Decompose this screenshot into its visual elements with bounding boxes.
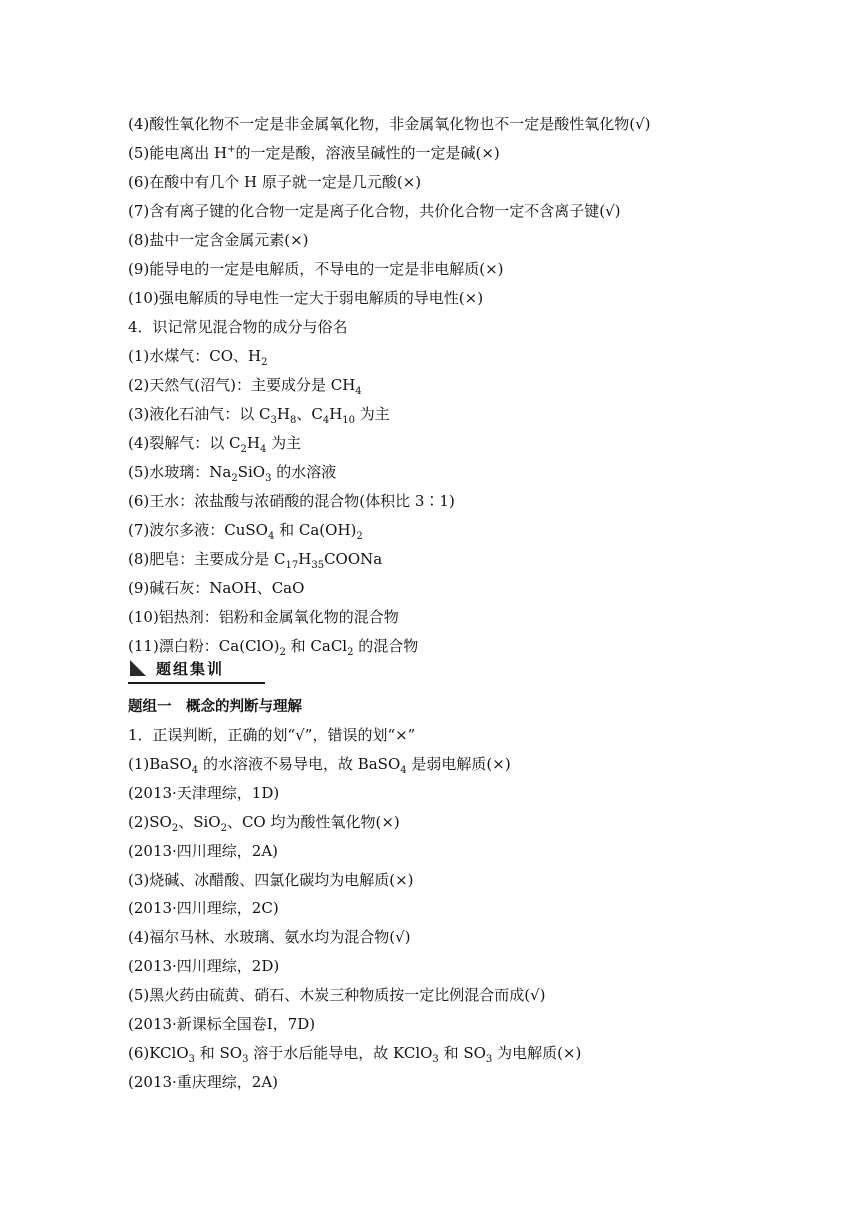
text-line-a-17: (9)碱石灰：NaOH、CaO <box>128 579 305 597</box>
text-line-b-13: (2013·重庆理综，2A) <box>128 1072 279 1091</box>
text-line-a-14: (6)王水：浓盐酸与浓硝酸的混合物(体积比 3∶1) <box>128 492 455 510</box>
text-line-a-12: (4)裂解气：以 $C_2H_4$ 为主 <box>128 434 302 455</box>
text-line-b-4: $(2)SO_2$、SiO$_2$、CO 均为酸性氧化物(×) <box>128 812 400 834</box>
text-line-b-1: 1．正误判断，正确的划“√”，错误的划“×” <box>128 726 416 744</box>
text-line-a-15: (7)波尔多液：CuSO$_4$ 和 $Ca(OH)_2$ <box>128 521 363 542</box>
text-line-a-10: (2)天然气(沼气)：主要成分是 $CH_4$ <box>128 376 362 397</box>
text-line-a-1: (4)酸性氧化物不一定是非金属氧化物，非金属氧化物也不一定是酸性氧化物(√) <box>128 115 651 133</box>
text-line-a-13: (5)水玻璃：$Na_2SiO_3$ 的水溶液 <box>128 463 337 484</box>
text-line-b-3: (2013·天津理综，1D) <box>128 783 280 802</box>
text-line-a-6: (9)能导电的一定是电解质，不导电的一定是非电解质(×) <box>128 260 504 278</box>
text-line-a-16: (8)肥皂：主要成分是 $C_{17}H_{35}COONa$ <box>128 550 383 571</box>
text-line-a-9: (1)水煤气：CO、$H_2$ <box>128 347 268 368</box>
text-line-b-6: (3)烧碱、冰醋酸、四氯化碳均为电解质(×) <box>128 870 414 889</box>
text-line-a-5: (8)盐中一定含金属元素(×) <box>128 231 309 249</box>
text-line-a-8: 4．识记常见混合物的成分与俗名 <box>128 318 348 336</box>
text-line-a-4: (7)含有离子键的化合物一定是离子化合物，共价化合物一定不含离子键(√) <box>128 202 621 220</box>
text-line-a-7: (10)强电解质的导电性一定大于弱电解质的导电性(×) <box>128 289 484 307</box>
text-line-b-9: (2013·四川理综，2D) <box>128 957 280 976</box>
triangle-icon <box>130 660 146 676</box>
text-line-b-2: (1)BaSO$_4$ 的水溶液不易导电，故 BaSO$_4$ 是弱电解质(×) <box>128 754 511 776</box>
text-line-b-12: (6)KClO$_3$ 和 $SO_3$ 溶于水后能导电，故 KClO$_3$ 和 $SO_3$ 为电解质(×) <box>128 1043 582 1065</box>
section-heading-label: 题组集训 <box>156 660 225 678</box>
text-line-a-11: (3)液化石油气：以 $C_3H_8$、$C_4H_{10}$ 为主 <box>128 405 390 426</box>
text-line-a-3: (6)在酸中有几个 H 原子就一定是几元酸(×) <box>128 173 422 191</box>
text-line-b-7: (2013·四川理综，2C) <box>128 899 279 918</box>
text-line-b-11: (2013·新课标全国卷Ⅰ，7D) <box>128 1015 316 1033</box>
text-line-b-8: (4)福尔马林、水玻璃、氨水均为混合物(√) <box>128 928 411 947</box>
text-line-a-19: (11)漂白粉：$Ca(ClO)_2$ 和 CaCl$_2$ 的混合物 <box>128 637 419 658</box>
text-line-a-2: (5)能电离出 H+的一定是酸，溶液呈碱性的一定是碱(×) <box>128 144 500 162</box>
text-line-a-18: (10)铝热剂：铝粉和金属氧化物的混合物 <box>128 608 399 626</box>
section-heading <box>128 658 265 684</box>
text-line-b-10: (5)黑火药由硫黄、硝石、木炭三种物质按一定比例混合而成(√) <box>128 986 546 1005</box>
group-title: 题组一 概念的判断与理解 <box>128 699 302 715</box>
text-line-b-5: (2013·四川理综，2A) <box>128 841 279 860</box>
